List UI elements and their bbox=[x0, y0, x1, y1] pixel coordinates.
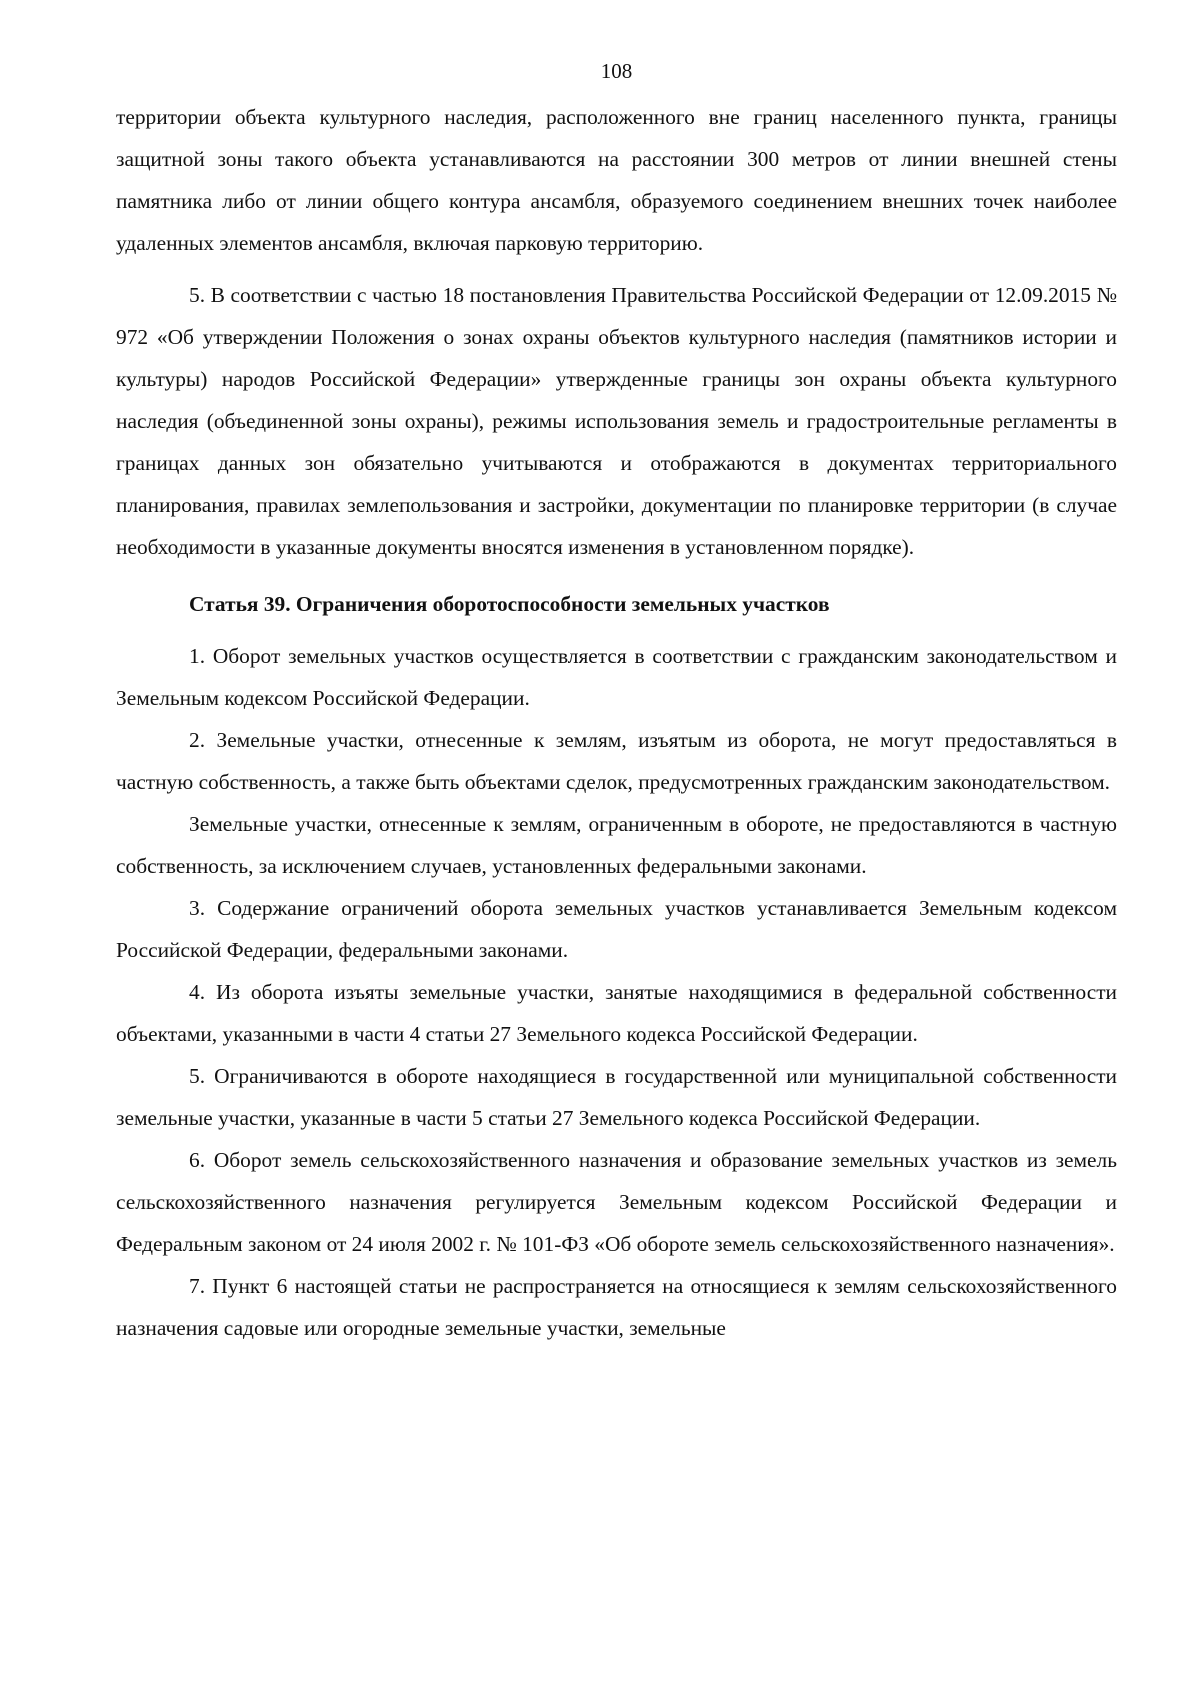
paragraph-item-7: 7. Пункт 6 настоящей статьи не распространяется на относящиеся к землям сельскохозяйственного назначения садовые или огородные земельные участки, земельные bbox=[116, 1274, 1117, 1340]
paragraph-item-5: 5. Ограничиваются в обороте находящиеся в государственной или муниципальной собственности земельные участки, указанные в части 5 статьи 27 Земельного кодекса Российской Федерации. bbox=[116, 1064, 1117, 1130]
article-heading: Статья 39. Ограничения оборотоспособности земельных участков bbox=[189, 592, 830, 616]
paragraph-item-4: 4. Из оборота изъяты земельные участки, занятые находящимися в федеральной собственности объектами, указанными в части 4 статьи 27 Земельного кодекса Российской Федерации. bbox=[116, 980, 1117, 1046]
paragraph-item-2: 2. Земельные участки, отнесенные к землям, изъятым из оборота, не могут предоставляться в частную собственность, а также быть объектами сделок, предусмотренных гражданским законодательством. bbox=[116, 728, 1117, 794]
paragraph-item-1: 1. Оборот земельных участков осуществляется в соответствии с гражданским законодательством и Земельным кодексом Российской Федерации. bbox=[116, 644, 1117, 710]
paragraph-item-2-continued: Земельные участки, отнесенные к землям, ограниченным в обороте, не предоставляются в частную собственность, за исключением случаев, установленных федеральными законами. bbox=[116, 812, 1117, 878]
paragraph-item-3: 3. Содержание ограничений оборота земельных участков устанавливается Земельным кодексом Российской Федерации, федеральными законами. bbox=[116, 896, 1117, 962]
paragraph-item-5-heritage: 5. В соответствии с частью 18 постановления Правительства Российской Федерации от 12.09.2015 № 972 «Об утверждении Положения о зонах охраны объектов культурного наследия (памятников истории и культуры) народов Российской Федерации» утвержденные границы зон охраны объекта культурного наследия (объединенной зоны охраны), режимы использования земель и градостроительные регламенты в границах данных зон обязательно учитываются и отображаются в документах территориального планирования, правилах землепользования и застройки, документации по планировке территории (в случае необходимости в указанные документы вносятся изменения в установленном порядке). bbox=[116, 283, 1117, 559]
page-number: 108 bbox=[600, 59, 633, 83]
paragraph-item-6: 6. Оборот земель сельскохозяйственного назначения и образование земельных участков из земель сельскохозяйственного назначения регулируется Земельным кодексом Российской Федерации и Федеральным законом от 24 июля 2002 г. № 101-ФЗ «Об обороте земель сельскохозяйственного назначения». bbox=[116, 1148, 1117, 1256]
paragraph-continuation: территории объекта культурного наследия, расположенного вне границ населенного пункта, границы защитной зоны такого объекта устанавливаются на расстоянии 300 метров от линии внешней стены памятника либо от линии общего контура ансамбля, образуемого соединением внешних точек наиболее удаленных элементов ансамбля, включая парковую территорию. bbox=[116, 105, 1117, 255]
